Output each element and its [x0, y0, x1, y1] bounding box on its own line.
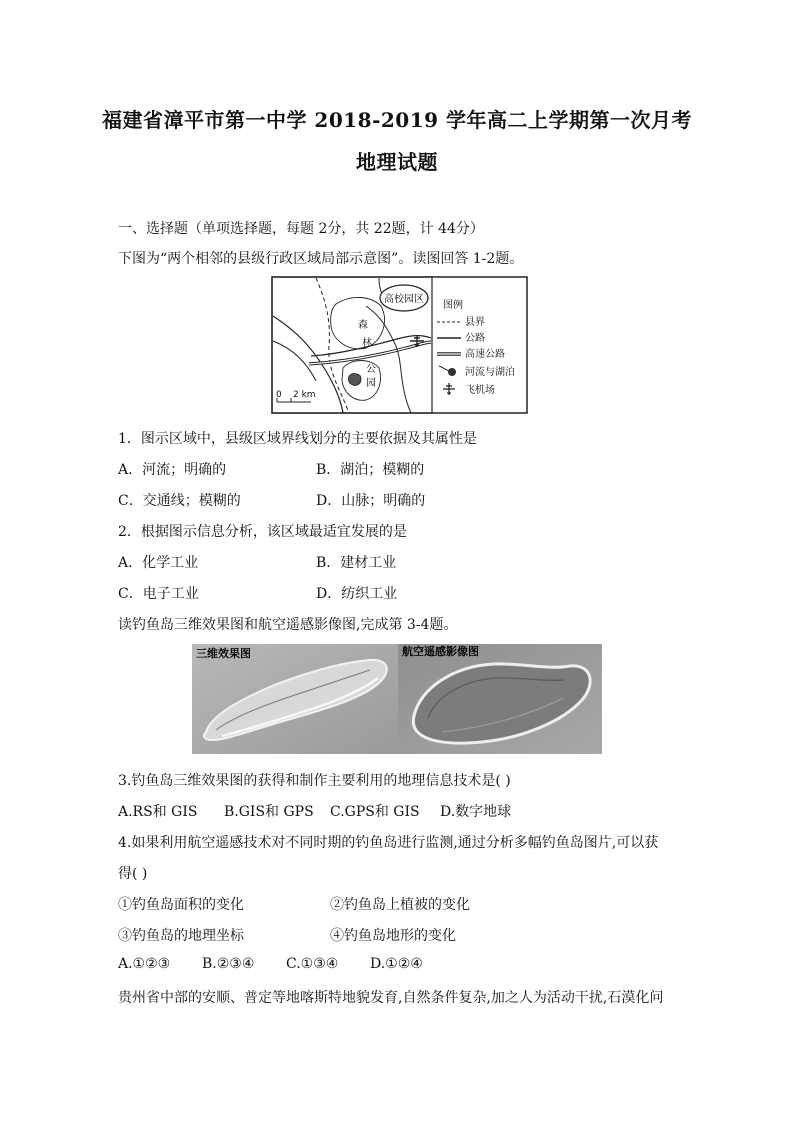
scale-label: 2 km	[293, 390, 316, 400]
diaoyu-island-figure	[192, 644, 602, 754]
q4-option-b: B.②③④	[202, 956, 255, 972]
forest-label-2: 林	[362, 338, 372, 349]
intro-q3-q4: 读钓鱼岛三维效果图和航空遥感影像图,完成第 3-4题。	[118, 617, 458, 633]
q3-option-c: C.GPS和 GIS	[330, 804, 420, 820]
q2-option-c: C．电子工业	[118, 586, 199, 602]
q2-option-a: A．化学工业	[118, 555, 199, 571]
park-label-2: 园	[366, 378, 376, 389]
legend-road: 公路	[465, 333, 485, 344]
q4-item-3: ③钓鱼岛的地理坐标	[118, 928, 244, 944]
q4-item-1: ①钓鱼岛面积的变化	[118, 897, 244, 913]
legend-county-border: 县界	[465, 317, 485, 328]
legend-airport: 飞机场	[465, 385, 495, 396]
scale-zero: 0	[276, 390, 282, 400]
q4-item-4: ④钓鱼岛地形的变化	[330, 928, 456, 944]
q1-option-c: C．交通线；模糊的	[118, 493, 241, 509]
exam-title: 福建省漳平市第一中学 2018-2019 学年高二上学期第一次月考	[101, 108, 693, 132]
campus-label: 高校园区	[384, 294, 424, 305]
q1-option-a: A．河流；明确的	[118, 462, 227, 478]
forest-label-1: 森	[358, 320, 368, 331]
q3-option-a: A.RS和 GIS	[118, 804, 198, 820]
q5-intro-partial: 贵州省中部的安顺、普定等地喀斯特地貌发育,自然条件复杂,加之人为活动干扰,石漠化问	[118, 990, 664, 1006]
figure-aerial-label: 航空遥感影像图	[402, 645, 479, 658]
q1-option-d: D．山脉；明确的	[316, 493, 426, 509]
q1-option-b: B．湖泊；模糊的	[316, 462, 425, 478]
q2-stem: 2．根据图示信息分析，该区域最适宜发展的是	[118, 524, 407, 540]
exam-subtitle: 地理试题	[356, 150, 438, 174]
legend-title: 图例	[443, 300, 463, 311]
q4-option-a: A.①②③	[118, 956, 171, 972]
intro-q1-q2: 下图为“两个相邻的县级行政区域局部示意图”。读图回答 1-2题。	[118, 251, 524, 267]
q4-stem-line2: 得( )	[118, 866, 148, 882]
section-heading: 一、选择题（单项选择题，每题 2分，共 22题，计 44分）	[118, 221, 484, 237]
q4-option-d: D.①②④	[370, 956, 423, 972]
figure-3d-label: 三维效果图	[196, 647, 251, 660]
q3-stem: 3.钓鱼岛三维效果图的获得和制作主要利用的地理信息技术是( )	[118, 773, 511, 789]
legend-river-lake: 河流与湖泊	[465, 367, 515, 378]
q3-option-b: B.GIS和 GPS	[224, 804, 314, 820]
q4-item-2: ②钓鱼岛上植被的变化	[330, 897, 470, 913]
q1-stem: 1．图示区域中，县级区域界线划分的主要依据及其属性是	[118, 431, 477, 447]
q4-option-c: C.①③④	[286, 956, 339, 972]
legend-highway: 高速公路	[465, 349, 505, 360]
park-label-1: 公	[366, 364, 376, 375]
q2-option-b: B．建材工业	[316, 555, 397, 571]
county-map-figure	[271, 276, 528, 414]
q4-stem-line1: 4.如果利用航空遥感技术对不同时期的钓鱼岛进行监测,通过分析多幅钓鱼岛图片,可以获	[118, 835, 659, 851]
q2-option-d: D．纺织工业	[316, 586, 398, 602]
q3-option-d: D.数字地球	[440, 804, 512, 820]
